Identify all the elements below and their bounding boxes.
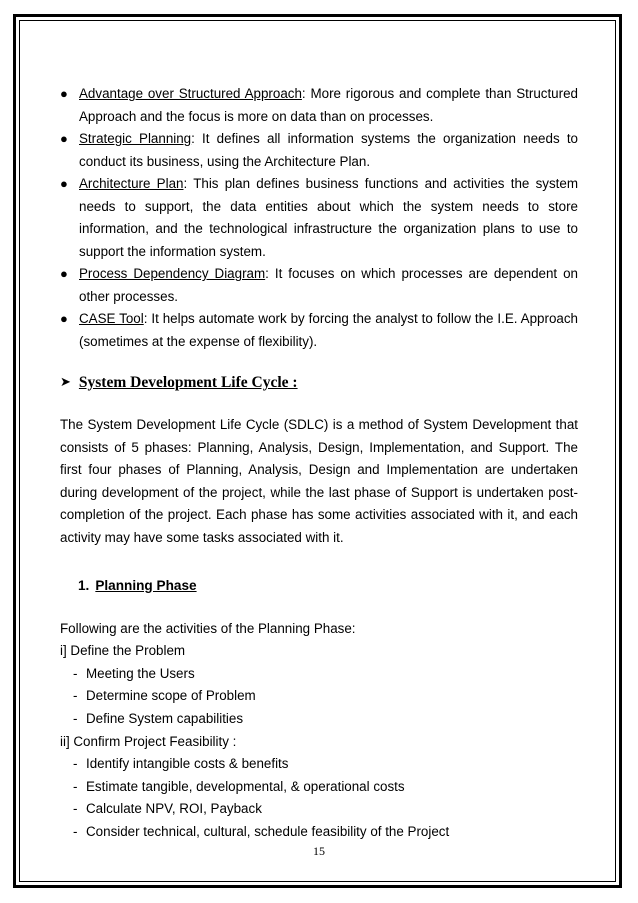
page-number: 15 xyxy=(313,844,325,858)
bullet-title: Strategic Planning xyxy=(79,131,192,146)
dash-icon: - xyxy=(73,801,78,817)
phase-number: 1. xyxy=(78,577,90,593)
dash-icon: - xyxy=(73,710,78,726)
dash-icon: - xyxy=(73,823,78,839)
bullet-text: : It focuses on which processes are dependent on other processes. xyxy=(79,266,579,304)
list-item xyxy=(60,173,578,263)
activity-label: i] Define the Problem xyxy=(60,643,186,659)
task-text: Define System capabilities xyxy=(86,710,244,726)
task-item xyxy=(60,663,578,686)
bullet-text: : This plan defines business functions and activities the system needs to support, the data entities about which the system needs to store information, and the technological infrastructure the organization plans to use to support the information system. xyxy=(79,176,578,259)
bullet-text: : It defines all information systems the organization needs to conduct its business, using the Architecture Plan. xyxy=(79,131,578,169)
task-item xyxy=(60,753,578,776)
task-item xyxy=(60,821,578,844)
task-text: Calculate NPV, ROI, Payback xyxy=(86,801,262,817)
bullet-title: Process Dependency Diagram xyxy=(79,266,266,281)
task-item xyxy=(60,685,578,708)
task-text: Meeting the Users xyxy=(86,665,195,681)
section-heading xyxy=(60,372,578,394)
activities-intro: Following are the activities of the Planning Phase: xyxy=(60,620,356,636)
list-item xyxy=(60,128,578,173)
feature-bullet-list xyxy=(60,83,578,353)
task-item xyxy=(60,776,578,799)
bullet-text: : More rigorous and complete than Structured Approach and the focus is more on data than on processes. xyxy=(79,86,578,124)
bullet-icon: ● xyxy=(60,311,68,326)
dash-icon: - xyxy=(73,756,78,772)
phase-title: Planning Phase xyxy=(95,577,197,593)
bullet-icon: ● xyxy=(60,86,68,101)
task-item xyxy=(60,708,578,731)
bullet-icon: ● xyxy=(60,131,68,146)
list-item xyxy=(60,83,578,128)
page-content xyxy=(60,83,578,844)
bullet-icon: ● xyxy=(60,176,68,191)
sdlc-paragraph: The System Development Life Cycle (SDLC) is a method of System Development that consists of 5 phases: Planning, Analysis, Design, Implementation, and Support. The first four phases of Planning, Analysis, Design and Implementation are undertaken during development of the project, while the last phase of Support is undertaken post-completion of the project. Each phase has some activities associated with it, and each activity may have some tasks associated with it. xyxy=(60,417,578,545)
task-item xyxy=(60,798,578,821)
bullet-title: Architecture Plan xyxy=(79,176,184,191)
bullet-title: Advantage over Structured Approach xyxy=(79,86,302,101)
task-text: Estimate tangible, developmental, & operational costs xyxy=(86,778,405,794)
list-item xyxy=(60,308,578,353)
bullet-icon: ● xyxy=(60,266,68,281)
section-title: System Development Life Cycle : xyxy=(78,374,298,391)
bullet-title: CASE Tool xyxy=(79,311,144,326)
arrow-bullet-icon: ➤ xyxy=(60,375,71,390)
bullet-text: : It helps automate work by forcing the analyst to follow the I.E. Approach (sometimes at the expense of flexibility). xyxy=(79,311,578,349)
dash-icon: - xyxy=(73,665,78,681)
dash-icon: - xyxy=(73,778,78,794)
dash-icon: - xyxy=(73,688,78,704)
task-text: Determine scope of Problem xyxy=(86,688,256,704)
task-text: Identify intangible costs & benefits xyxy=(86,756,289,772)
activity-label: ii] Confirm Project Feasibility : xyxy=(60,733,237,749)
list-item xyxy=(60,263,578,308)
phase-heading xyxy=(78,576,578,596)
task-text: Consider technical, cultural, schedule feasibility of the Project xyxy=(86,823,450,839)
